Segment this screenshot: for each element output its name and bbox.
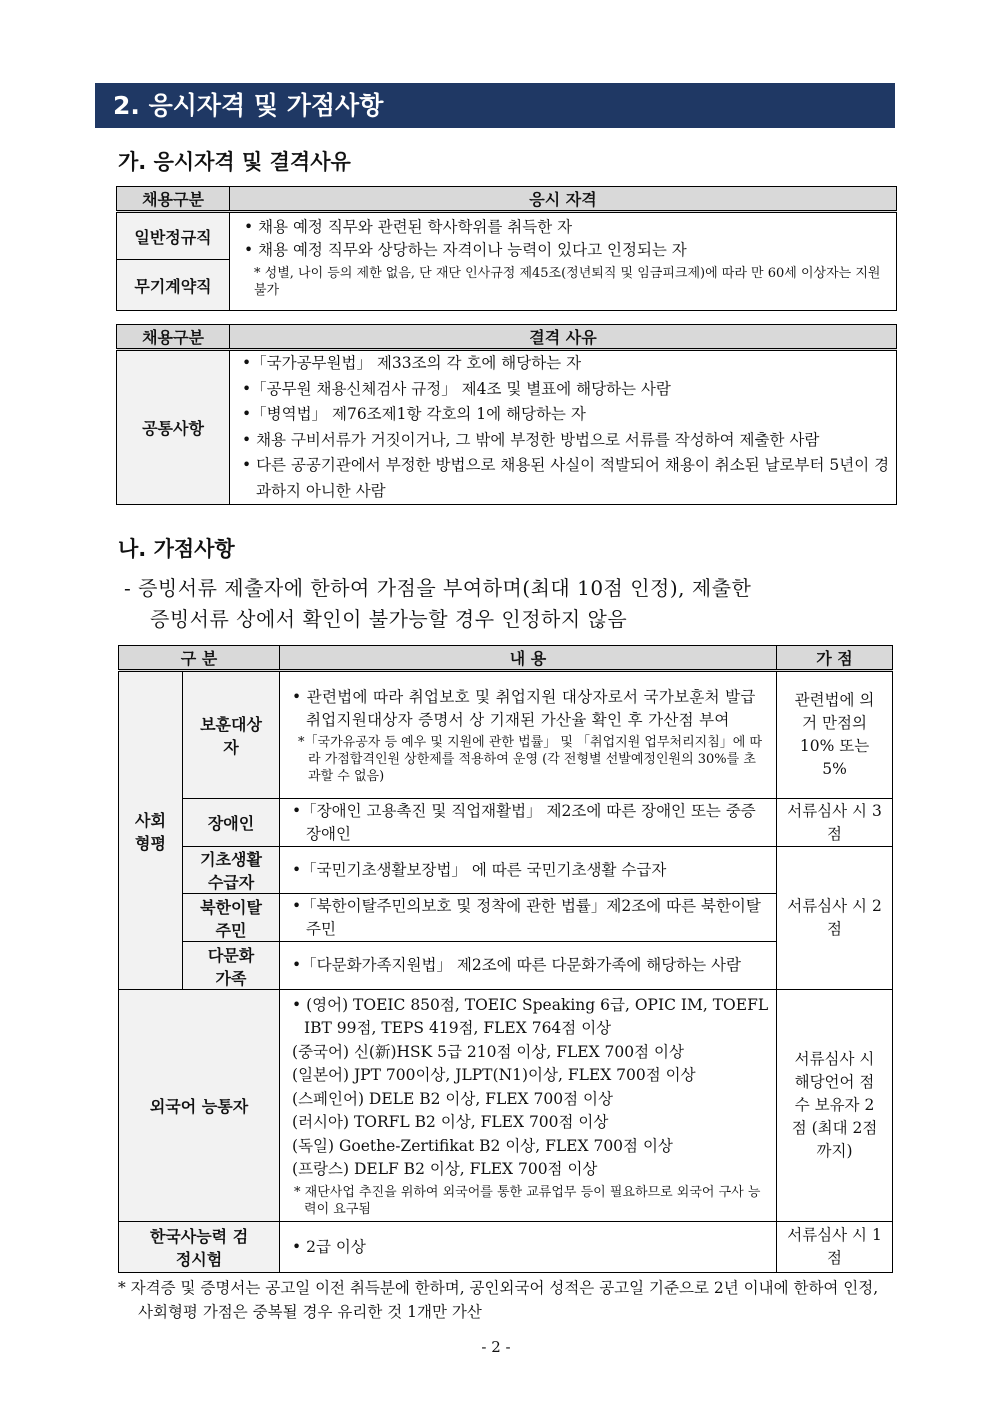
disabled-content: •「장애인 고용촉진 및 직업재활법」 제2조에 따른 장애인 또는 중증 장애인 (292, 801, 756, 843)
disq-item: •「공무원 채용신체검사 규정」 제4조 및 별표에 해당하는 사람 (242, 379, 671, 398)
foreign-lang-item: (스페인어) DELE B2 이상, FLEX 700점 이상 (292, 1089, 613, 1108)
disabled-label: 장애인 (183, 799, 280, 847)
bonus-header-points: 가 점 (777, 646, 893, 671)
social-equity-label: 사회형평 (119, 671, 183, 990)
subsection-a-title: 가. 응시자격 및 결격사유 (118, 150, 351, 174)
disq-item: •「국가공무원법」 제33조의 각 호에 해당하는 자 (242, 354, 582, 372)
qual-header-category: 채용구분 (117, 187, 230, 212)
bonus-intro-line: - 증빙서류 제출자에 한하여 가점을 부여하며(최대 10점 인정), 제출한 (124, 576, 752, 600)
defector-label: 북한이탈주민 (183, 894, 280, 942)
footnote-text: * 자격증 및 증명서는 공고일 이전 취득분에 한하며, 공인외국어 성적은 공고일 기준으로 2년 이내에 한하여 인정, 사회형평 가점은 중복될 경우 유리한 것 1개만 가산 (118, 1279, 879, 1321)
disabled-points: 서류심사 시 3점 (777, 799, 893, 847)
bonus-intro-line: 증빙서류 상에서 확인이 불가능할 경우 인정하지 않음 (150, 607, 628, 631)
foreign-lang-item: (독일) Goethe-Zertifikat B2 이상, FLEX 700점 이상 (292, 1136, 673, 1155)
qual-header-qualification: 응시 자격 (230, 187, 897, 212)
foreign-lang-item: (프랑스) DELF B2 이상, FLEX 700점 이상 (292, 1160, 598, 1178)
foreign-note: * 재단사업 추진을 위하여 외국어를 통한 교류업무 등이 필요하므로 외국어 구사 능력이 요구됨 (294, 1184, 761, 1217)
multicultural-label: 다문화가족 (183, 942, 280, 990)
footnote (118, 1276, 898, 1324)
korean-history-label: 한국사능력 검정시험 (119, 1222, 280, 1273)
section-title: 2. 응시자격 및 가점사항 (95, 83, 895, 128)
foreign-lang-item: (일본어) JPT 700이상, JLPT(N1)이상, FLEX 700점 이상 (292, 1066, 696, 1084)
basic-livelihood-label: 기초생활수급자 (183, 847, 280, 894)
qualification-table (116, 186, 897, 311)
qual-note: * 성별, 나이 등의 제한 없음, 단 재단 인사규정 제45조(정년퇴직 및 임금피크제)에 따라 만 60세 이상자는 지원불가 (254, 266, 881, 298)
bonus-header-category: 구 분 (119, 646, 280, 671)
bonus-intro (124, 573, 904, 635)
veterans-label: 보훈대상자 (183, 671, 280, 799)
korean-history-points: 서류심사 시 1점 (777, 1222, 893, 1273)
korean-history-content: • 2급 이상 (292, 1237, 366, 1256)
disq-item: • 채용 구비서류가 거짓이거나, 그 밖에 부정한 방법으로 서류를 작성하여 제출한 사람 (242, 430, 820, 449)
veterans-note: *「국가유공자 등 예우 및 지원에 관한 법률」 및 「취업지원 업무처리지침」에 따라 가점합격인원 상한제를 적용하여 운영 (각 전형별 선발예정인원의 30%를 초과할 수 없음) (298, 734, 763, 784)
qual-label-contract: 무기계약직 (117, 260, 230, 311)
veterans-points: 관련법에 의거 만점의 10% 또는 5% (777, 671, 893, 799)
disq-header-category: 채용구분 (117, 325, 230, 350)
disq-item: • 다른 공공기관에서 부정한 방법으로 채용된 사실이 적발되어 채용이 취소된 날로부터 5년이 경과하지 아니한 사람 (242, 456, 890, 500)
social-group-points: 서류심사 시 2점 (777, 847, 893, 990)
foreign-points: 서류심사 시 해당언어 점수 보유자 2점 (최대 2점까지) (777, 990, 893, 1222)
multicultural-content: •「다문화가족지원법」 제2조에 따른 다문화가족에 해당하는 사람 (292, 956, 741, 974)
qual-item: • 채용 예정 직무와 관련된 학사학위를 취득한 자 (244, 218, 573, 236)
disq-label-common: 공통사항 (117, 350, 230, 505)
subsection-b-title: 나. 가점사항 (118, 537, 235, 561)
disq-item: •「병역법」 제76조제1항 각호의 1에 해당하는 자 (242, 405, 586, 423)
veterans-content: • 관련법에 따라 취업보호 및 취업지원 대상자로서 국가보훈처 발급 취업지원대상자 증명서 상 기재된 가산율 확인 후 가산점 부여 (292, 687, 756, 729)
disqualification-table (116, 324, 897, 505)
qual-label-regular: 일반정규직 (117, 212, 230, 260)
bonus-table (118, 645, 893, 1273)
qual-item: • 채용 예정 직무와 상당하는 자격이나 능력이 있다고 인정되는 자 (244, 241, 687, 259)
defector-content: •「북한이탈주민의보호 및 정착에 관한 법률」제2조에 따른 북한이탈주민 (292, 896, 761, 938)
foreign-lang-item: (중국어) 신(新)HSK 5급 210점 이상, FLEX 700점 이상 (292, 1042, 684, 1061)
foreign-lang-item: (러시아) TORFL B2 이상, FLEX 700점 이상 (292, 1113, 609, 1131)
bonus-header-content: 내 용 (280, 646, 777, 671)
foreign-language-label: 외국어 능통자 (119, 990, 280, 1222)
disq-header-reason: 결격 사유 (230, 325, 897, 350)
foreign-lang-item: • (영어) TOEIC 850점, TOEIC Speaking 6급, OPIC IM, TOEFL IBT 99점, TEPS 419점, FLEX 764점 이상 (292, 995, 769, 1037)
basic-livelihood-content: •「국민기초생활보장법」 에 따른 국민기초생활 수급자 (292, 860, 667, 879)
page-number: - 2 - (481, 1338, 511, 1356)
